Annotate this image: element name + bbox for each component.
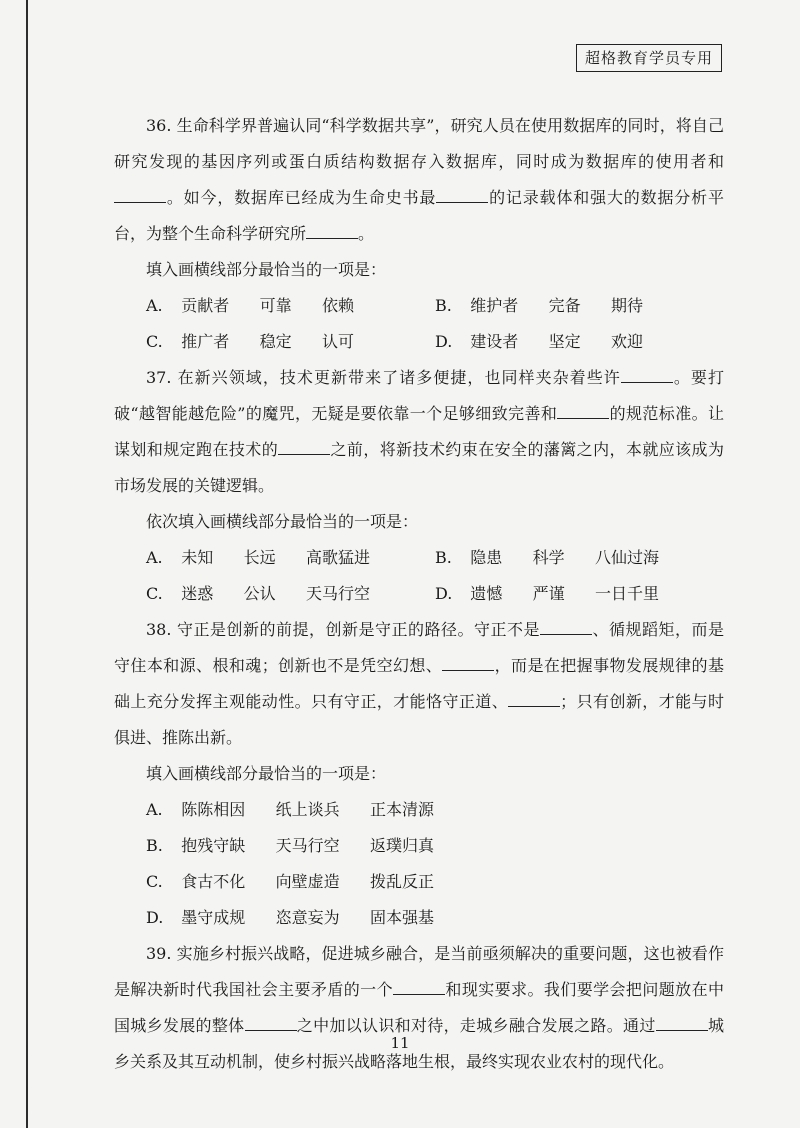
option-letter: B. [435,296,452,315]
options-list [146,288,724,360]
question-stem [114,612,724,756]
option-word: 依赖 [322,296,355,315]
stem-text: 的规范标准。让谋划和规定跑在技术的 [114,404,724,459]
stem-text: 37. 在新兴领域，技术更新带来了诸多便捷，也同样夹杂着些许 [146,368,621,387]
question-stem [114,360,724,504]
option-b [435,288,724,324]
option-word: 抱残守缺 [181,836,246,855]
option-word: 建设者 [470,332,519,351]
option-c [146,324,435,360]
answer-blank [306,224,358,239]
stem-text: 38. 守正是创新的前提，创新是守正的路径。守正不是 [146,620,540,639]
answer-blank [436,188,488,203]
stem-text: 、循规蹈矩，而是守住本和源、根和魂；创新也不是凭空幻想、 [114,620,724,675]
option-c [146,576,435,612]
question-block [114,108,724,360]
option-word: 未知 [181,548,214,567]
question-stem [114,936,724,1080]
option-c [146,864,724,900]
option-word: 长远 [243,548,276,567]
option-a [146,288,435,324]
question-content [114,108,724,1080]
option-word: 墨守成规 [181,908,246,927]
stem-text: ；只有创新，才能与时俱进、推陈出新。 [114,692,724,747]
option-letter: A. [146,800,163,819]
option-letter: C. [146,584,163,603]
option-word: 天马行空 [306,584,371,603]
option-d [146,900,724,936]
stem-text: 的记录载体和强大的数据分析平台，为整个生命科学研究所 [114,188,724,243]
option-word: 食古不化 [181,872,246,891]
option-letter: B. [146,836,163,855]
stem-text: ，而是在把握事物发展规律的基础上充分发挥主观能动性。只有守正，才能恪守正道、 [114,656,724,711]
option-b [435,540,724,576]
option-letter: A. [146,296,163,315]
option-word: 稳定 [259,332,292,351]
option-word: 纸上谈兵 [275,800,340,819]
stem-text: 。要打破“越智能越危险”的魔咒，无疑是要依靠一个足够细致完善和 [114,368,724,423]
page-number: 11 [390,1034,410,1052]
option-word: 完备 [548,296,581,315]
option-d [435,324,724,360]
option-letter: C. [146,872,163,891]
option-word: 推广者 [181,332,230,351]
answer-blank [656,1016,708,1031]
stem-text: 36. 生命科学界普遍认同“科学数据共享”，研究人员在使用数据库的同时，将自己研究发现的基因序列或蛋白质结构数据存入数据库，同时成为数据库的使用者和 [114,116,724,171]
option-word: 迷惑 [181,584,214,603]
option-word: 严谨 [532,584,565,603]
option-word: 维护者 [470,296,519,315]
stem-text: 之中加以认识和对待，走城乡融合发展之路。通过 [296,1016,656,1035]
left-margin-rule [26,0,28,1128]
option-word: 一日千里 [595,584,660,603]
question-block [114,936,724,1080]
answer-blank [508,692,560,707]
option-word: 坚定 [548,332,581,351]
answer-blank [278,440,330,455]
option-word: 陈陈相因 [181,800,246,819]
option-word: 隐患 [470,548,503,567]
option-word: 期待 [611,296,644,315]
option-word: 认可 [322,332,355,351]
option-word: 高歌猛进 [306,548,371,567]
options-list [146,540,724,612]
option-word: 遗憾 [470,584,503,603]
options-list [146,792,724,936]
option-letter: A. [146,548,163,567]
option-word: 固本强基 [370,908,435,927]
option-letter: C. [146,332,163,351]
option-a [146,792,724,828]
question-stem [114,108,724,252]
question-block [114,360,724,612]
stem-text: 39. 实施乡村振兴战略，促进城乡融合，是当前亟须解决的重要问题，这也被看作是解决新时代我国社会主要矛盾的一个 [114,944,724,999]
question-prompt: 依次填入画横线部分最恰当的一项是： [146,512,419,531]
stem-text: 。如今，数据库已经成为生命史书最 [166,188,437,207]
option-word: 正本清源 [370,800,435,819]
option-word: 科学 [532,548,565,567]
option-letter: D. [435,332,453,351]
stem-text: 。 [358,224,375,243]
option-word: 可靠 [259,296,292,315]
option-word: 贡献者 [181,296,230,315]
option-letter: B. [435,548,452,567]
option-letter: D. [146,908,164,927]
question-block [114,612,724,936]
header-badge: 超格教育学员专用 [576,44,722,72]
answer-blank [442,656,494,671]
option-word: 返璞归真 [370,836,435,855]
stem-text: 之前，将新技术约束在安全的藩篱之内，本就应该成为市场发展的关键逻辑。 [114,440,724,495]
option-a [146,540,435,576]
stem-text: 和现实要求。我们要学会把问题放在中国城乡发展的整体 [114,980,724,1035]
answer-blank [540,620,592,635]
answer-blank [393,980,445,995]
option-word: 八仙过海 [595,548,660,567]
stem-text: 城乡关系及其互动机制，使乡村振兴战略落地生根，最终实现农业农村的现代化。 [114,1016,724,1071]
answer-blank [114,188,166,203]
option-word: 拨乱反正 [370,872,435,891]
answer-blank [557,404,609,419]
question-prompt: 填入画横线部分最恰当的一项是： [146,764,387,783]
option-word: 天马行空 [275,836,340,855]
answer-blank [621,368,673,383]
option-word: 恣意妄为 [275,908,340,927]
option-word: 欢迎 [611,332,644,351]
question-prompt: 填入画横线部分最恰当的一项是： [146,260,387,279]
option-word: 公认 [243,584,276,603]
option-d [435,576,724,612]
answer-blank [245,1016,297,1031]
option-word: 向壁虚造 [275,872,340,891]
option-letter: D. [435,584,453,603]
option-b [146,828,724,864]
